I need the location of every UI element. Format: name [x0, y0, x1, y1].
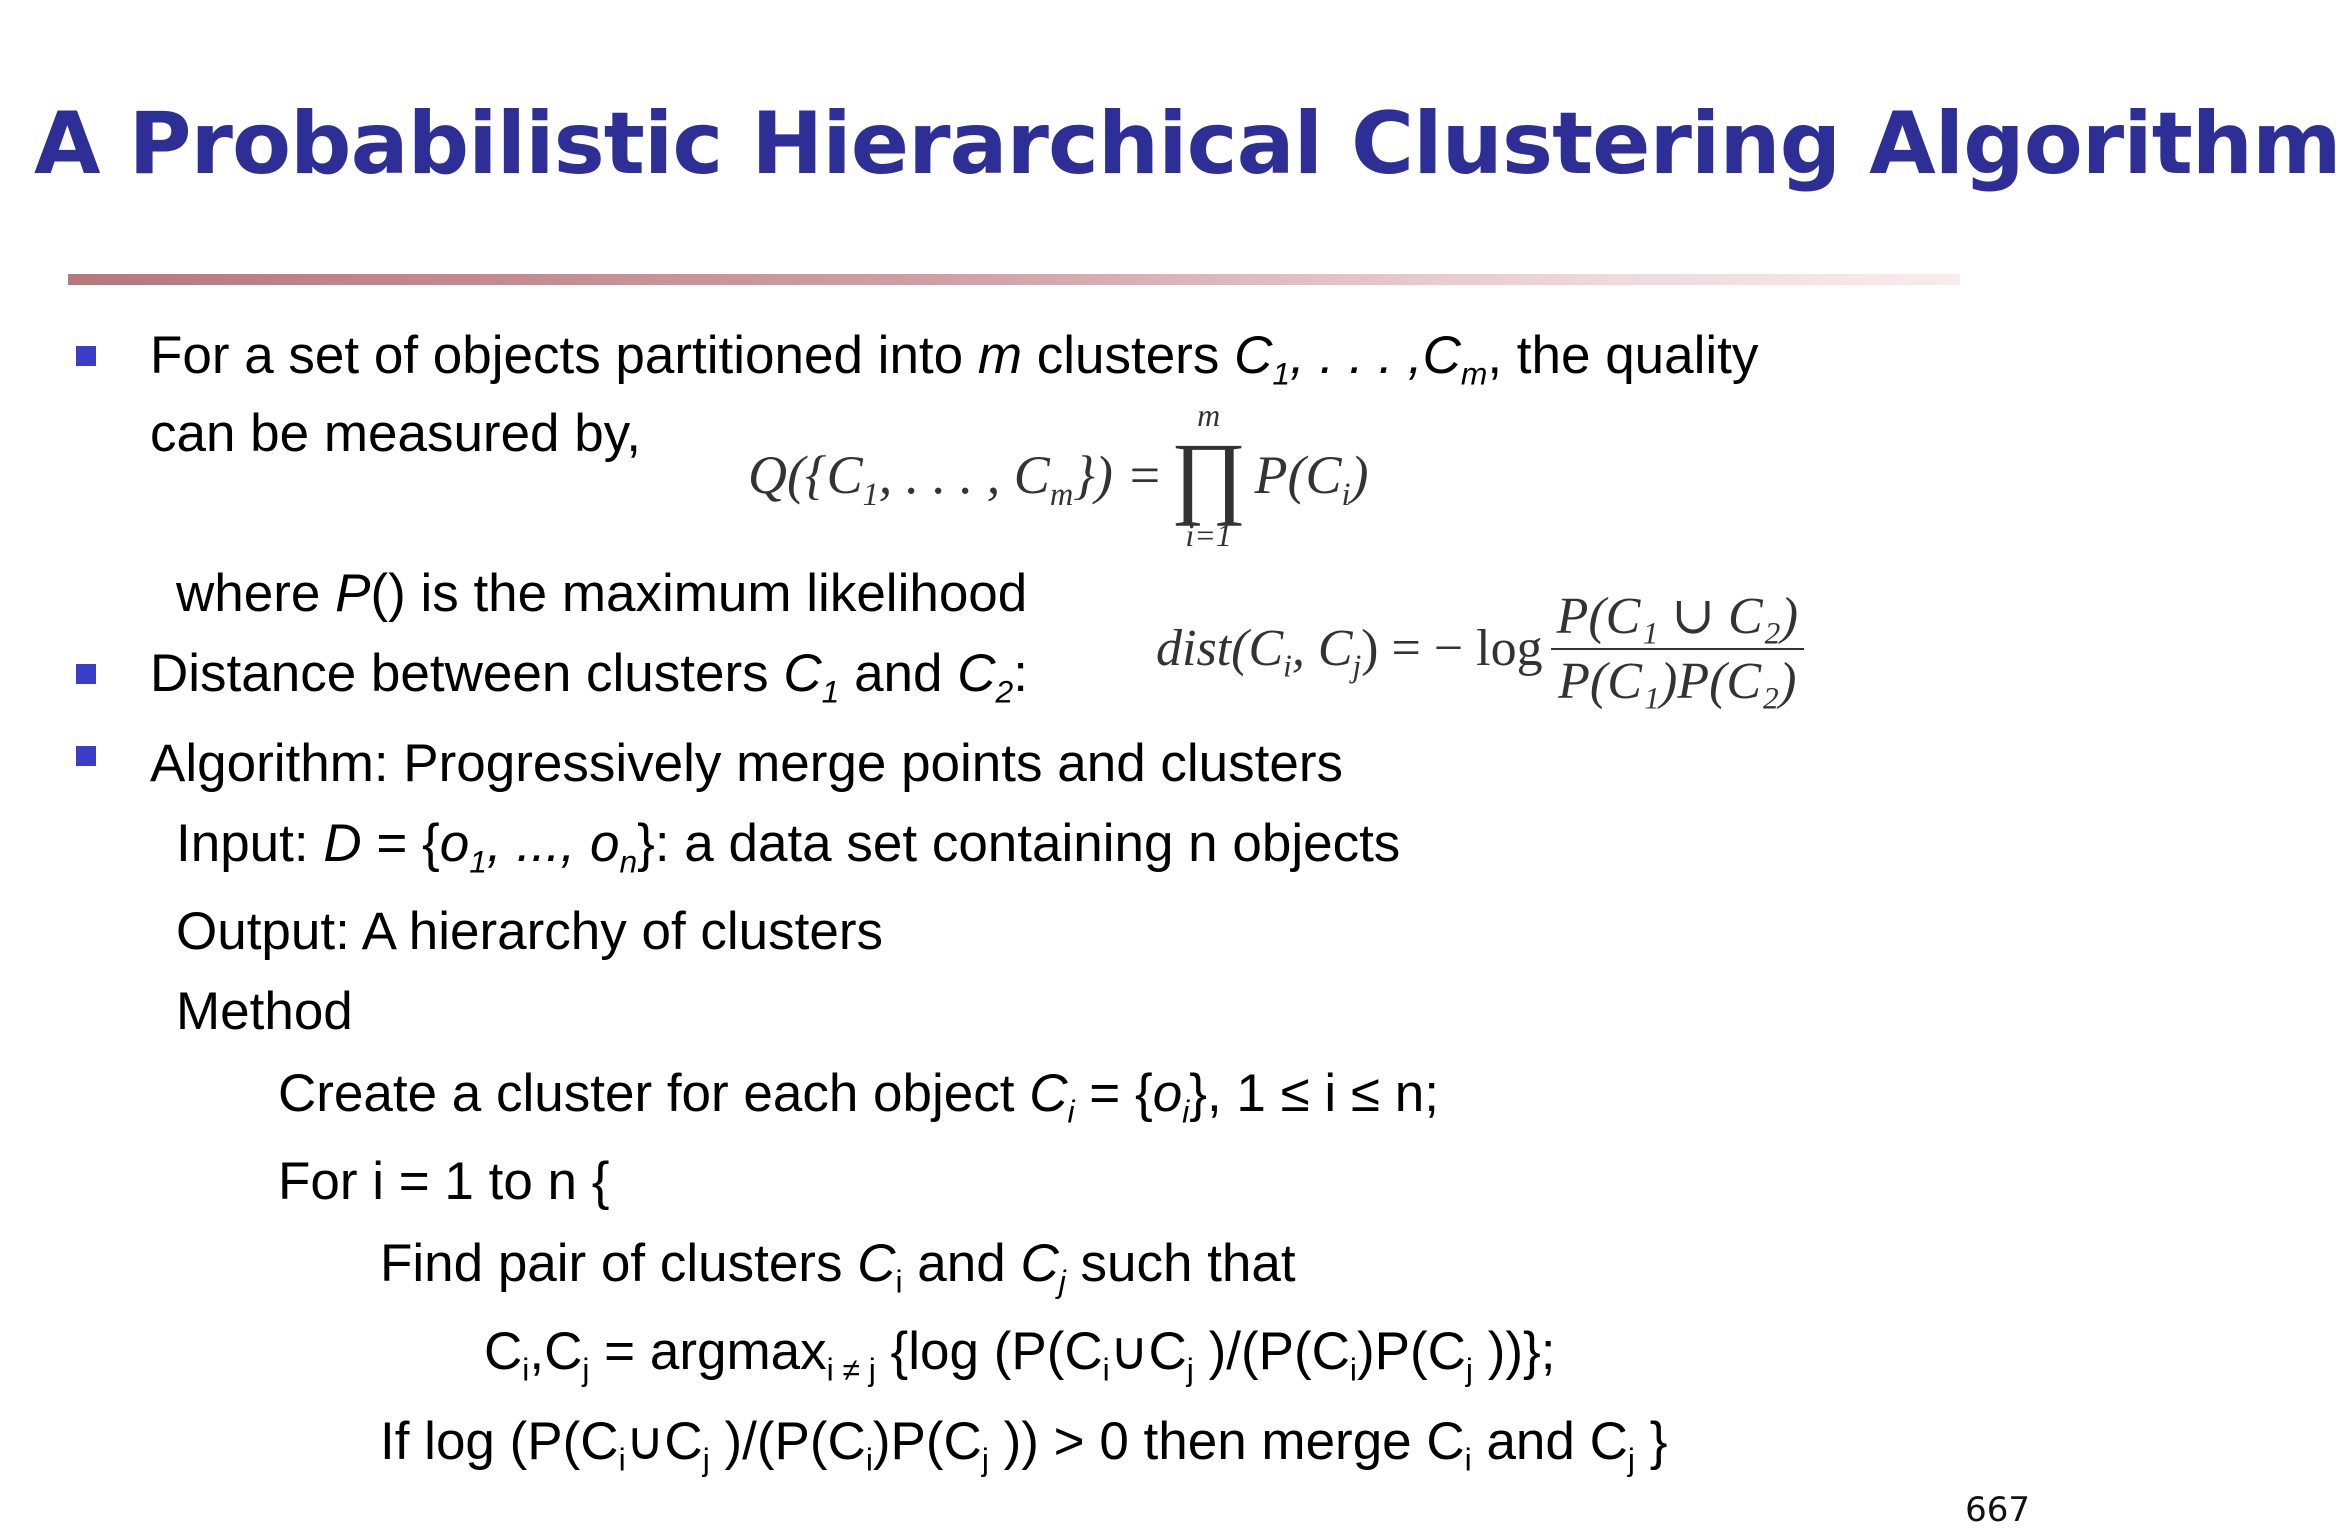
formula-distance: $dist(C_i$, $C_j$ ) = − log $\frac{\text{P(C₁ ∪ C₂)}}{\text{P(C₁)P(C₂)}}$: [1156, 586, 1804, 711]
algorithm-for-loop: For i = 1 to n {: [278, 1152, 610, 1211]
bullet-2-text: Distance between clusters $C_1$ and $C_2$:: [150, 644, 1028, 710]
algorithm-method: Method: [176, 982, 353, 1041]
bullet-marker-1: [76, 346, 96, 366]
bullet-marker-3: [76, 746, 96, 766]
algorithm-argmax-step: $C_i,C_j = argmax_{i \ne j}$ {log ($P(C_i\cup C_j$ )$/(P(C_i)P(C_j$ ))};: [484, 1322, 1556, 1388]
product-operator: m ∏ i=1: [1170, 397, 1247, 553]
bullet-marker-2: [76, 664, 96, 684]
algorithm-input: Input: $D = \{o_1$, ..., $o_n$}: a data set containing n objects: [176, 814, 1401, 880]
distance-fraction: $\frac{\text{P(C₁ ∪ C₂)}}{\text{P(C₁)P(C₂)}}$: [1551, 586, 1805, 711]
algorithm-output: Output: A hierarchy of clusters: [176, 902, 884, 961]
bullet-1-line-2: can be measured by,: [150, 404, 642, 463]
algorithm-if-step: If $\log (P(C_i\cup C_j$ )$/(P(C_i)P(C_j$ )) > 0 then merge $C_i$ and $C_j$ }: [380, 1412, 1668, 1478]
slide-title: A Probabilistic Hierarchical Clustering Algorithm: [34, 94, 2341, 194]
formula-quality: $Q(\{C_1$, . . . , $C_m$}) = m ∏ i=1 $P(C_i)$: [748, 397, 1369, 553]
algorithm-create-step: Create a cluster for each object $C_i = \{o_i\}$, 1 ≤ i ≤ n;: [278, 1064, 1439, 1130]
title-divider: [68, 274, 1960, 285]
page-number: 667: [1965, 1490, 2030, 1530]
bullet-1-line-1: For a set of objects partitioned into m clusters $C_1$, . . . $,C_m$, the quality: [150, 326, 1759, 392]
algorithm-find-step: Find pair of clusters $C_i$ and $C_j$ such that: [380, 1234, 1296, 1300]
bullet-3-text: Algorithm: Progressively merge points and clusters: [150, 734, 1343, 793]
bullet-1-where: where P() is the maximum likelihood: [176, 564, 1028, 623]
